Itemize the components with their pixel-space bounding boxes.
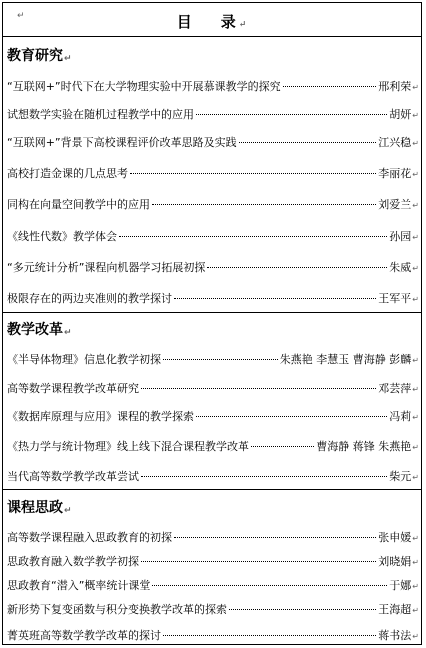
paragraph-mark-icon: ↵ [238,20,248,30]
dot-leader [141,561,376,562]
title-char-2: 录 [220,13,237,31]
dot-leader [141,476,387,477]
entry-title: 《热力学与统计物理》线上线下混合课程教学改革 [7,440,249,453]
toc-header [3,3,421,36]
paragraph-mark-icon: ↵ [412,111,419,120]
toc-entry[interactable] [7,380,419,396]
entry-author: 曹海静 蒋锋 朱燕艳 [316,440,412,453]
toc-entry[interactable] [7,577,419,593]
entry-author: 王军平 [378,292,412,305]
toc-entry[interactable] [7,468,419,484]
paragraph-mark-icon: ↵ [412,201,419,210]
divider [3,36,421,37]
entry-author: 刘爱兰 [378,198,412,211]
entry-author: 胡妍 [389,108,412,121]
toc-title [3,11,421,32]
dot-leader [239,142,377,143]
paragraph-mark-icon: ↵ [412,582,419,591]
toc-entry[interactable] [7,259,419,275]
entry-title: 《半导体物理》信息化教学初探 [7,353,161,366]
entry-title: 新形势下复变函数与积分变换教学改革的探索 [7,603,227,616]
dot-leader [163,635,376,636]
paragraph-mark-icon: ↵ [412,139,419,148]
dot-leader [152,204,376,205]
toc-entry[interactable] [7,228,419,244]
entry-title: 高等数学课程融入思政教育的初探 [7,531,172,544]
entry-author: 孙园 [389,230,412,243]
entry-author: 江兴稳 [378,136,412,149]
section-title-reform: 教学改革↵ [7,322,72,338]
toc-entry[interactable] [7,196,419,212]
entry-title: 《数据库原理与应用》课程的教学探索 [7,410,194,423]
toc-entry[interactable] [7,351,419,367]
dot-leader [174,298,376,299]
entry-author: 朱燕艳 李慧玉 曹海静 彭麟 [279,353,412,366]
entry-author: 邓芸萍 [378,382,412,395]
paragraph-mark-icon: ↵ [64,328,72,338]
paragraph-mark-icon: ↵ [412,170,419,179]
entry-title: 试想数学实验在随机过程教学中的应用 [7,108,194,121]
entry-title: 《线性代数》教学体会 [7,230,117,243]
entry-title: 思政教育融入数学教学初探 [7,555,139,568]
dot-leader [251,446,314,447]
entry-title: 高校打造金课的几点思考 [7,167,128,180]
toc-entry[interactable] [7,408,419,424]
entry-title: 极限存在的两边夹准则的教学探讨 [7,292,172,305]
entry-author: 朱威 [389,261,412,274]
section-title-research: 教育研究↵ [7,48,72,64]
paragraph-mark-icon: ↵ [412,558,419,567]
divider [3,489,421,490]
toc-entry[interactable] [7,134,419,150]
paragraph-mark-icon: ↵ [412,443,419,452]
paragraph-mark-icon: ↵ [412,413,419,422]
dot-leader [207,267,387,268]
entry-title: 当代高等数学教学改革尝试 [7,470,139,483]
toc-frame [2,2,422,645]
dot-leader [229,609,376,610]
entry-title: 同构在向量空间教学中的应用 [7,198,150,211]
section-title-ideology: 课程思政↵ [7,500,72,516]
toc-entry[interactable] [7,290,419,306]
dot-leader [174,537,376,538]
paragraph-mark-icon: ↵ [412,233,419,242]
paragraph-mark-icon: ↵ [412,264,419,273]
toc-entry[interactable] [7,165,419,181]
dot-leader [119,236,387,237]
entry-title: 菁英班高等数学教学改革的探讨 [7,629,161,642]
toc-entry[interactable] [7,627,419,643]
paragraph-mark-icon: ↵ [412,632,419,641]
entry-author: 王海超 [378,603,412,616]
paragraph-mark-icon: ↵ [412,295,419,304]
entry-author: 蒋书法 [378,629,412,642]
toc-entry[interactable] [7,106,419,122]
paragraph-mark-icon: ↵ [412,356,419,365]
paragraph-mark-icon: ↵ [412,83,419,92]
paragraph-mark-icon: ↵ [412,473,419,482]
paragraph-mark-icon: ↵ [412,534,419,543]
entry-author: 张申媛 [378,531,412,544]
entry-author: 李丽花 [378,167,412,180]
dot-leader [130,173,376,174]
entry-author: 于娜 [389,579,412,592]
paragraph-mark-icon: ↵ [412,606,419,615]
dot-leader [141,388,376,389]
entry-title: 高等数学课程教学改革研究 [7,382,139,395]
dot-leader [152,585,387,586]
toc-entry[interactable] [7,601,419,617]
divider [3,312,421,313]
toc-entry[interactable] [7,438,419,454]
title-char-1: 目 [176,13,193,31]
toc-entry[interactable] [7,529,419,545]
toc-entry[interactable] [7,553,419,569]
entry-title: “互联网+”背景下高校课程评价改革思路及实践 [7,136,237,149]
paragraph-mark-icon: ↵ [64,506,72,516]
toc-entry[interactable] [7,78,419,94]
entry-author: 柴元 [389,470,412,483]
dot-leader [163,359,278,360]
entry-author: 刘晓娟 [378,555,412,568]
entry-title: 思政教育“潜入”概率统计课堂 [7,579,151,592]
entry-title: “多元统计分析”课程向机器学习拓展初探 [7,261,206,274]
entry-author: 邢利荣 [378,80,412,93]
paragraph-mark-icon: ↵ [17,11,25,21]
paragraph-mark-icon: ↵ [412,385,419,394]
entry-title: “互联网+”时代下在大学物理实验中开展慕课教学的探究 [7,80,281,93]
dot-leader [196,416,387,417]
dot-leader [283,86,377,87]
paragraph-mark-icon: ↵ [64,54,72,64]
entry-author: 冯莉 [389,410,412,423]
dot-leader [196,114,387,115]
